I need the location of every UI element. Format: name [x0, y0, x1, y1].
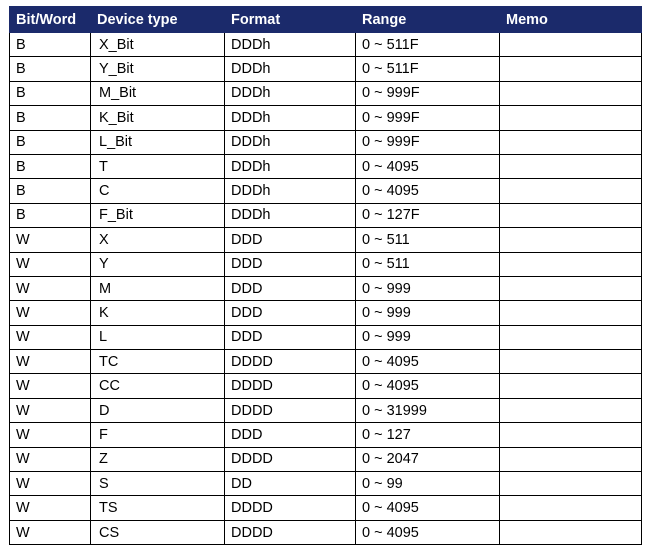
range-cell: 0 ~ 999: [356, 301, 500, 325]
device-type-cell: CC: [91, 374, 225, 398]
memo-cell: [500, 398, 642, 422]
table-row: [10, 520, 642, 544]
header-device-type: Device type: [91, 7, 225, 33]
format-cell: DDDD: [225, 350, 356, 374]
table-row: [10, 496, 642, 520]
bit-word-cell: B: [10, 179, 91, 203]
range-cell: 0 ~ 4095: [356, 374, 500, 398]
memo-cell: [500, 374, 642, 398]
format-cell: DDD: [225, 228, 356, 252]
table-row: [10, 423, 642, 447]
bit-word-cell: B: [10, 154, 91, 178]
bit-word-cell: W: [10, 228, 91, 252]
memo-cell: [500, 130, 642, 154]
device-type-cell: F_Bit: [91, 203, 225, 227]
format-cell: DDDh: [225, 106, 356, 130]
range-cell: 0 ~ 999F: [356, 106, 500, 130]
table-body: [10, 33, 642, 545]
table-row: [10, 228, 642, 252]
memo-cell: [500, 350, 642, 374]
range-cell: 0 ~ 99: [356, 472, 500, 496]
memo-cell: [500, 496, 642, 520]
format-cell: DDDh: [225, 130, 356, 154]
bit-word-cell: W: [10, 447, 91, 471]
bit-word-cell: W: [10, 496, 91, 520]
device-type-cell: K_Bit: [91, 106, 225, 130]
range-cell: 0 ~ 999F: [356, 130, 500, 154]
format-cell: DD: [225, 472, 356, 496]
table-row: [10, 130, 642, 154]
memo-cell: [500, 203, 642, 227]
device-type-cell: Z: [91, 447, 225, 471]
device-type-cell: Y_Bit: [91, 57, 225, 81]
range-cell: 0 ~ 4095: [356, 496, 500, 520]
memo-cell: [500, 276, 642, 300]
device-type-cell: CS: [91, 520, 225, 544]
table-header-row: [10, 7, 642, 33]
device-type-cell: X_Bit: [91, 33, 225, 57]
table-row: [10, 81, 642, 105]
bit-word-cell: W: [10, 301, 91, 325]
table-row: [10, 154, 642, 178]
memo-cell: [500, 520, 642, 544]
memo-cell: [500, 154, 642, 178]
format-cell: DDDh: [225, 57, 356, 81]
format-cell: DDD: [225, 423, 356, 447]
range-cell: 0 ~ 511: [356, 228, 500, 252]
bit-word-cell: W: [10, 423, 91, 447]
memo-cell: [500, 179, 642, 203]
range-cell: 0 ~ 4095: [356, 179, 500, 203]
range-cell: 0 ~ 999F: [356, 81, 500, 105]
format-cell: DDDD: [225, 447, 356, 471]
memo-cell: [500, 325, 642, 349]
table-row: [10, 398, 642, 422]
format-cell: DDDh: [225, 203, 356, 227]
bit-word-cell: W: [10, 252, 91, 276]
device-type-cell: T: [91, 154, 225, 178]
device-type-cell: C: [91, 179, 225, 203]
bit-word-cell: B: [10, 33, 91, 57]
header-range: Range: [356, 7, 500, 33]
device-address-table: [9, 6, 642, 545]
bit-word-cell: B: [10, 203, 91, 227]
range-cell: 0 ~ 31999: [356, 398, 500, 422]
bit-word-cell: B: [10, 130, 91, 154]
format-cell: DDDD: [225, 496, 356, 520]
header-memo: Memo: [500, 7, 642, 33]
range-cell: 0 ~ 511F: [356, 33, 500, 57]
range-cell: 0 ~ 4095: [356, 520, 500, 544]
range-cell: 0 ~ 2047: [356, 447, 500, 471]
range-cell: 0 ~ 511: [356, 252, 500, 276]
device-type-cell: L: [91, 325, 225, 349]
memo-cell: [500, 57, 642, 81]
format-cell: DDDD: [225, 374, 356, 398]
table-row: [10, 374, 642, 398]
memo-cell: [500, 33, 642, 57]
bit-word-cell: W: [10, 276, 91, 300]
bit-word-cell: W: [10, 325, 91, 349]
range-cell: 0 ~ 999: [356, 276, 500, 300]
table-row: [10, 325, 642, 349]
table-row: [10, 276, 642, 300]
format-cell: DDDh: [225, 33, 356, 57]
memo-cell: [500, 472, 642, 496]
device-type-cell: L_Bit: [91, 130, 225, 154]
bit-word-cell: B: [10, 57, 91, 81]
bit-word-cell: W: [10, 472, 91, 496]
device-type-cell: X: [91, 228, 225, 252]
table-row: [10, 350, 642, 374]
bit-word-cell: W: [10, 350, 91, 374]
device-address-table-container: [9, 6, 641, 545]
table-row: [10, 252, 642, 276]
table-row: [10, 33, 642, 57]
device-type-cell: K: [91, 301, 225, 325]
memo-cell: [500, 252, 642, 276]
bit-word-cell: B: [10, 81, 91, 105]
device-type-cell: TS: [91, 496, 225, 520]
format-cell: DDD: [225, 325, 356, 349]
format-cell: DDDh: [225, 154, 356, 178]
memo-cell: [500, 423, 642, 447]
device-type-cell: S: [91, 472, 225, 496]
table-row: [10, 472, 642, 496]
memo-cell: [500, 447, 642, 471]
device-type-cell: F: [91, 423, 225, 447]
format-cell: DDD: [225, 252, 356, 276]
device-type-cell: D: [91, 398, 225, 422]
header-format: Format: [225, 7, 356, 33]
memo-cell: [500, 106, 642, 130]
bit-word-cell: W: [10, 374, 91, 398]
table-row: [10, 447, 642, 471]
format-cell: DDD: [225, 301, 356, 325]
memo-cell: [500, 228, 642, 252]
format-cell: DDDh: [225, 81, 356, 105]
bit-word-cell: B: [10, 106, 91, 130]
range-cell: 0 ~ 511F: [356, 57, 500, 81]
table-row: [10, 301, 642, 325]
format-cell: DDDD: [225, 520, 356, 544]
table-row: [10, 203, 642, 227]
bit-word-cell: W: [10, 520, 91, 544]
range-cell: 0 ~ 4095: [356, 350, 500, 374]
format-cell: DDDD: [225, 398, 356, 422]
device-type-cell: Y: [91, 252, 225, 276]
memo-cell: [500, 301, 642, 325]
table-row: [10, 179, 642, 203]
bit-word-cell: W: [10, 398, 91, 422]
range-cell: 0 ~ 127F: [356, 203, 500, 227]
range-cell: 0 ~ 999: [356, 325, 500, 349]
memo-cell: [500, 81, 642, 105]
device-type-cell: TC: [91, 350, 225, 374]
header-bit-word: Bit/Word: [10, 7, 91, 33]
device-type-cell: M_Bit: [91, 81, 225, 105]
range-cell: 0 ~ 4095: [356, 154, 500, 178]
range-cell: 0 ~ 127: [356, 423, 500, 447]
table-row: [10, 57, 642, 81]
table-row: [10, 106, 642, 130]
device-type-cell: M: [91, 276, 225, 300]
format-cell: DDD: [225, 276, 356, 300]
format-cell: DDDh: [225, 179, 356, 203]
